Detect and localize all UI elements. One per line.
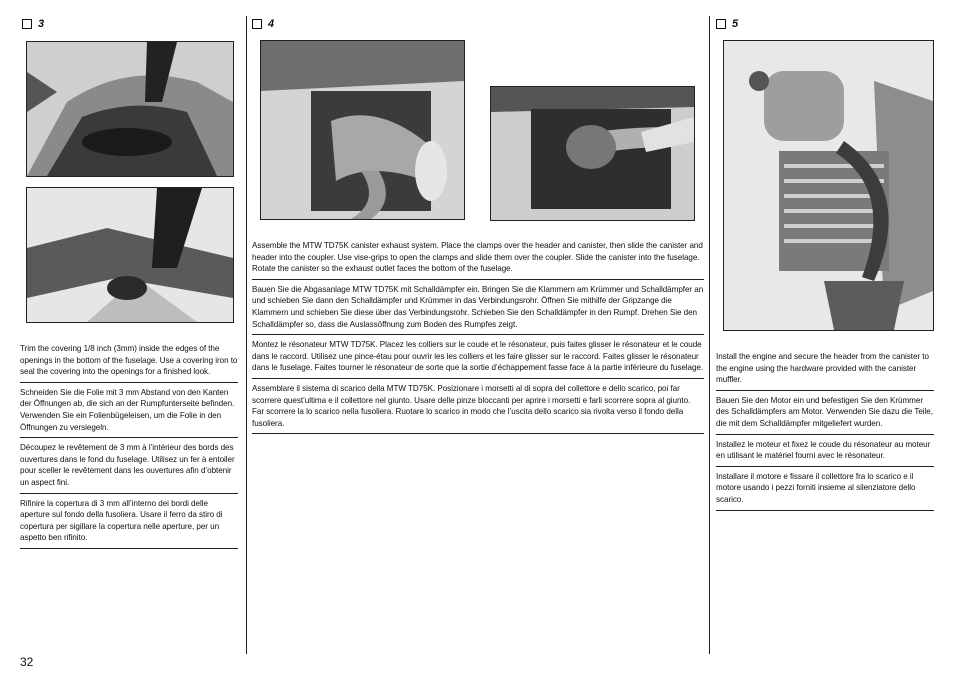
checkbox-step-3[interactable] bbox=[22, 19, 32, 29]
step-4-text-fr: Montez le résonateur MTW TD75K. Placez les colliers sur le coude et le résonateur, puis faites glisser le résonateur et le coude dans le raccord. Utilisez une pince-étau pour ouvrir les les colliers et les faire glisser sur le raccord. Faites glisser le résonateur dans le fuselage. Faites tourner le résonateur de sorte que la sortie d’échappement fasse face à la partie inférieure du fuselage. bbox=[252, 334, 704, 378]
step-number: 3 bbox=[38, 18, 45, 30]
step-5-text-it: Installare il motore e fissare il collettore fra lo scarico e il motore usando i pezzi forniti insieme al silenziatore dello scarico. bbox=[716, 466, 934, 510]
step-3-text-fr: Découpez le revêtement de 3 mm à l’intérieur des bords des ouvertures dans le fond du fuselage. Utilisez un fer à entoiler pour sceller le revêtement dans les ouvertures afin d’obtenir un aspect fini. bbox=[20, 437, 238, 492]
step-number: 4 bbox=[268, 18, 275, 30]
checkbox-step-4[interactable] bbox=[252, 19, 262, 29]
photo-canister-rotated bbox=[490, 86, 695, 221]
step-5-heading bbox=[716, 18, 738, 30]
step-4-text bbox=[252, 240, 704, 434]
step-4-text-de: Bauen Sie die Abgasanlage MTW TD75K mit Schalldämpfer ein. Bringen Sie die Klammern am Krümmer und Schalldämpfer an und schieben Sie dann den Schalldämpfer und Krümmer in das Verbindungsrohr. Öffnen Sie mithilfe der Gripzange die Klammern und schieben Sie diese über das Verbindungsrohr. Schieben Sie den Schalldämpfer in den Rumpf. Drehen Sie den Schalldämpfer so, dass die Auslassöffnung zum Boden des Rumpfes zeigt. bbox=[252, 279, 704, 334]
column-divider bbox=[709, 16, 710, 654]
step-4-heading bbox=[252, 18, 274, 30]
step-3-text-en: Trim the covering 1/8 inch (3mm) inside the edges of the openings in the bottom of the fuselage. Use a covering iron to seal the covering into the openings for a finished look. bbox=[20, 344, 238, 377]
step-3-heading bbox=[22, 18, 44, 30]
column-divider bbox=[246, 16, 247, 654]
photo-canister-insert bbox=[260, 40, 465, 220]
page-number: 32 bbox=[20, 655, 34, 669]
photo-canister-insert-illustration bbox=[261, 41, 464, 219]
step-number: 5 bbox=[732, 18, 739, 30]
divider bbox=[252, 433, 704, 434]
photo-canister-rotated-illustration bbox=[491, 87, 694, 220]
step-3-text-de: Schneiden Sie die Folie mit 3 mm Abstand von den Kanten der Öffnungen ab, die sich an der Rumpfunterseite befinden. Verwenden Sie ein Folienbügeleisen, um die Folie in den Öffnungen zu versiegeln. bbox=[20, 382, 238, 437]
step-5-text-fr: Installez le moteur et fixez le coude du résonateur au moteur en utilisant le matériel fourni avec le résonateur. bbox=[716, 434, 934, 466]
checkbox-step-5[interactable] bbox=[716, 19, 726, 29]
step-3-text bbox=[20, 343, 238, 549]
photo-engine-installed-illustration bbox=[724, 41, 933, 330]
step-3-text-it: Rifinire la copertura di 3 mm all’interno dei bordi delle aperture sul fondo della fusoliera. Usare il ferro da stiro di copertura per sigillare la copertura nelle aperture, per un aspetto ben rifinito. bbox=[20, 493, 238, 548]
photo-fuselage-opening bbox=[26, 41, 234, 177]
photo-engine-installed bbox=[723, 40, 934, 331]
photo-fuselage-opening-illustration bbox=[27, 42, 233, 176]
step-5-text-en: Install the engine and secure the header from the canister to the engine using the hardware provided with the canister muffler. bbox=[716, 352, 929, 385]
step-4-text-it: Assemblare il sistema di scarico della MTW TD75K. Posizionare i morsetti al di sopra del collettore e dello scarico, poi far scorrere quest’ultima e il collettore nel giunto. Usare delle pinze bloccanti per aprire i morsetti e farli scorrere sopra al giunto. Far scorrere la lo scarico nella fusoliera. Ruotare lo scarico in modo che l’uscita dello scarico sia rivolta verso il fondo della fusoliera. bbox=[252, 378, 704, 433]
step-5-text-de: Bauen Sie den Motor ein und befestigen Sie den Krümmer des Schalldämpfers am Motor. Verwenden Sie dazu die Teile, die mit dem Schalldämpfer mitgeliefert wurden. bbox=[716, 390, 934, 434]
step-4-text-en: Assemble the MTW TD75K canister exhaust system. Place the clamps over the header and canister, then slide the canister and header into the coupler. Use vise-grips to open the clamps and slide them over the coupler. Slide the canister into the fuselage. Rotate the canister so the exhaust outlet faces the bottom of the fuselage. bbox=[252, 241, 703, 274]
step-5-text bbox=[716, 351, 934, 511]
photo-covering-iron bbox=[26, 187, 234, 323]
photo-covering-iron-illustration bbox=[27, 188, 233, 322]
divider bbox=[716, 510, 934, 511]
divider bbox=[20, 548, 238, 549]
